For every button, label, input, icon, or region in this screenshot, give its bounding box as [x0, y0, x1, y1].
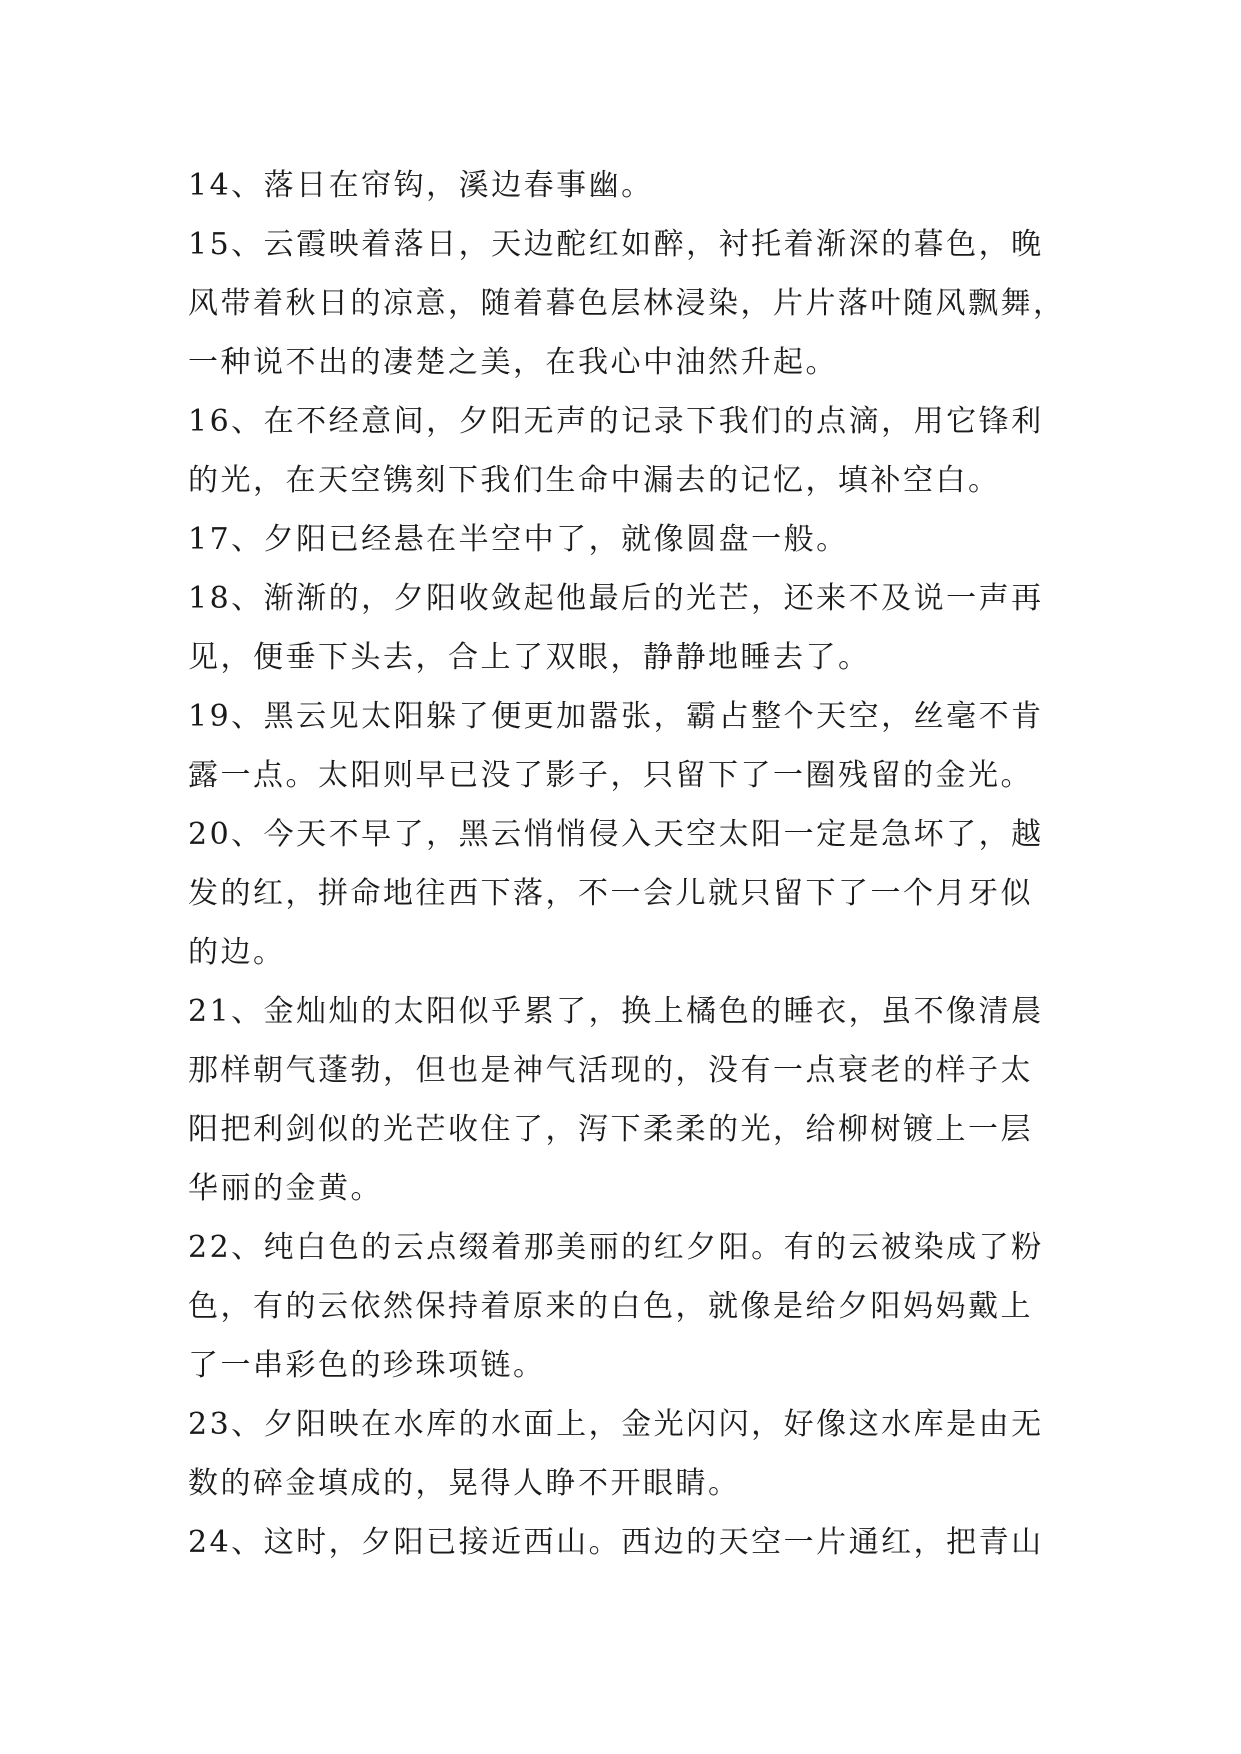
text-line-7: 17、夕阳已经悬在半空中了，就像圆盘一般。 — [188, 522, 849, 557]
text-line-20: 色，有的云依然保持着原来的白色，就像是给夕阳妈妈戴上 — [188, 1289, 1033, 1324]
text-line-11: 露一点。太阳则早已没了影子，只留下了一圈残留的金光。 — [188, 758, 1033, 793]
text-line-24: 24、这时，夕阳已接近西山。西边的天空一片通红，把青山 — [188, 1525, 1044, 1560]
text-line-22: 23、夕阳映在水库的水面上，金光闪闪，好像这水库是由无 — [188, 1407, 1044, 1442]
text-line-19: 22、纯白色的云点缀着那美丽的红夕阳。有的云被染成了粉 — [188, 1230, 1044, 1265]
text-line-17: 阳把利剑似的光芒收住了，泻下柔柔的光，给柳树镀上一层 — [188, 1112, 1033, 1147]
text-line-8: 18、渐渐的，夕阳收敛起他最后的光芒，还来不及说一声再 — [188, 581, 1044, 616]
text-line-23: 数的碎金填成的，晃得人睁不开眼睛。 — [188, 1466, 741, 1501]
text-line-4: 一种说不出的凄楚之美，在我心中油然升起。 — [188, 345, 838, 380]
text-line-18: 华丽的金黄。 — [188, 1171, 383, 1206]
text-line-12: 20、今天不早了，黑云悄悄侵入天空太阳一定是急坏了，越 — [188, 817, 1044, 852]
text-line-9: 见，便垂下头去，合上了双眼，静静地睡去了。 — [188, 640, 871, 675]
document-body — [188, 156, 1068, 1572]
text-line-1: 14、落日在帘钩，溪边春事幽。 — [188, 168, 654, 203]
text-line-16: 那样朝气蓬勃，但也是神气活现的，没有一点衰老的样子太 — [188, 1053, 1033, 1088]
text-line-15: 21、金灿灿的太阳似乎累了，换上橘色的睡衣，虽不像清晨 — [188, 994, 1044, 1029]
text-line-10: 19、黑云见太阳躲了便更加嚣张，霸占整个天空，丝毫不肯 — [188, 699, 1044, 734]
text-line-21: 了一串彩色的珍珠项链。 — [188, 1348, 546, 1383]
text-line-6: 的光，在天空镌刻下我们生命中漏去的记忆，填补空白。 — [188, 463, 1001, 498]
text-line-14: 的边。 — [188, 935, 286, 970]
text-line-3: 风带着秋日的凉意，随着暮色层林浸染，片片落叶随风飘舞， — [188, 286, 1066, 321]
text-line-13: 发的红，拼命地往西下落，不一会儿就只留下了一个月牙似 — [188, 876, 1033, 911]
text-line-5: 16、在不经意间，夕阳无声的记录下我们的点滴，用它锋利 — [188, 404, 1044, 439]
text-line-2: 15、云霞映着落日，天边酡红如醉，衬托着渐深的暮色，晚 — [188, 227, 1044, 262]
